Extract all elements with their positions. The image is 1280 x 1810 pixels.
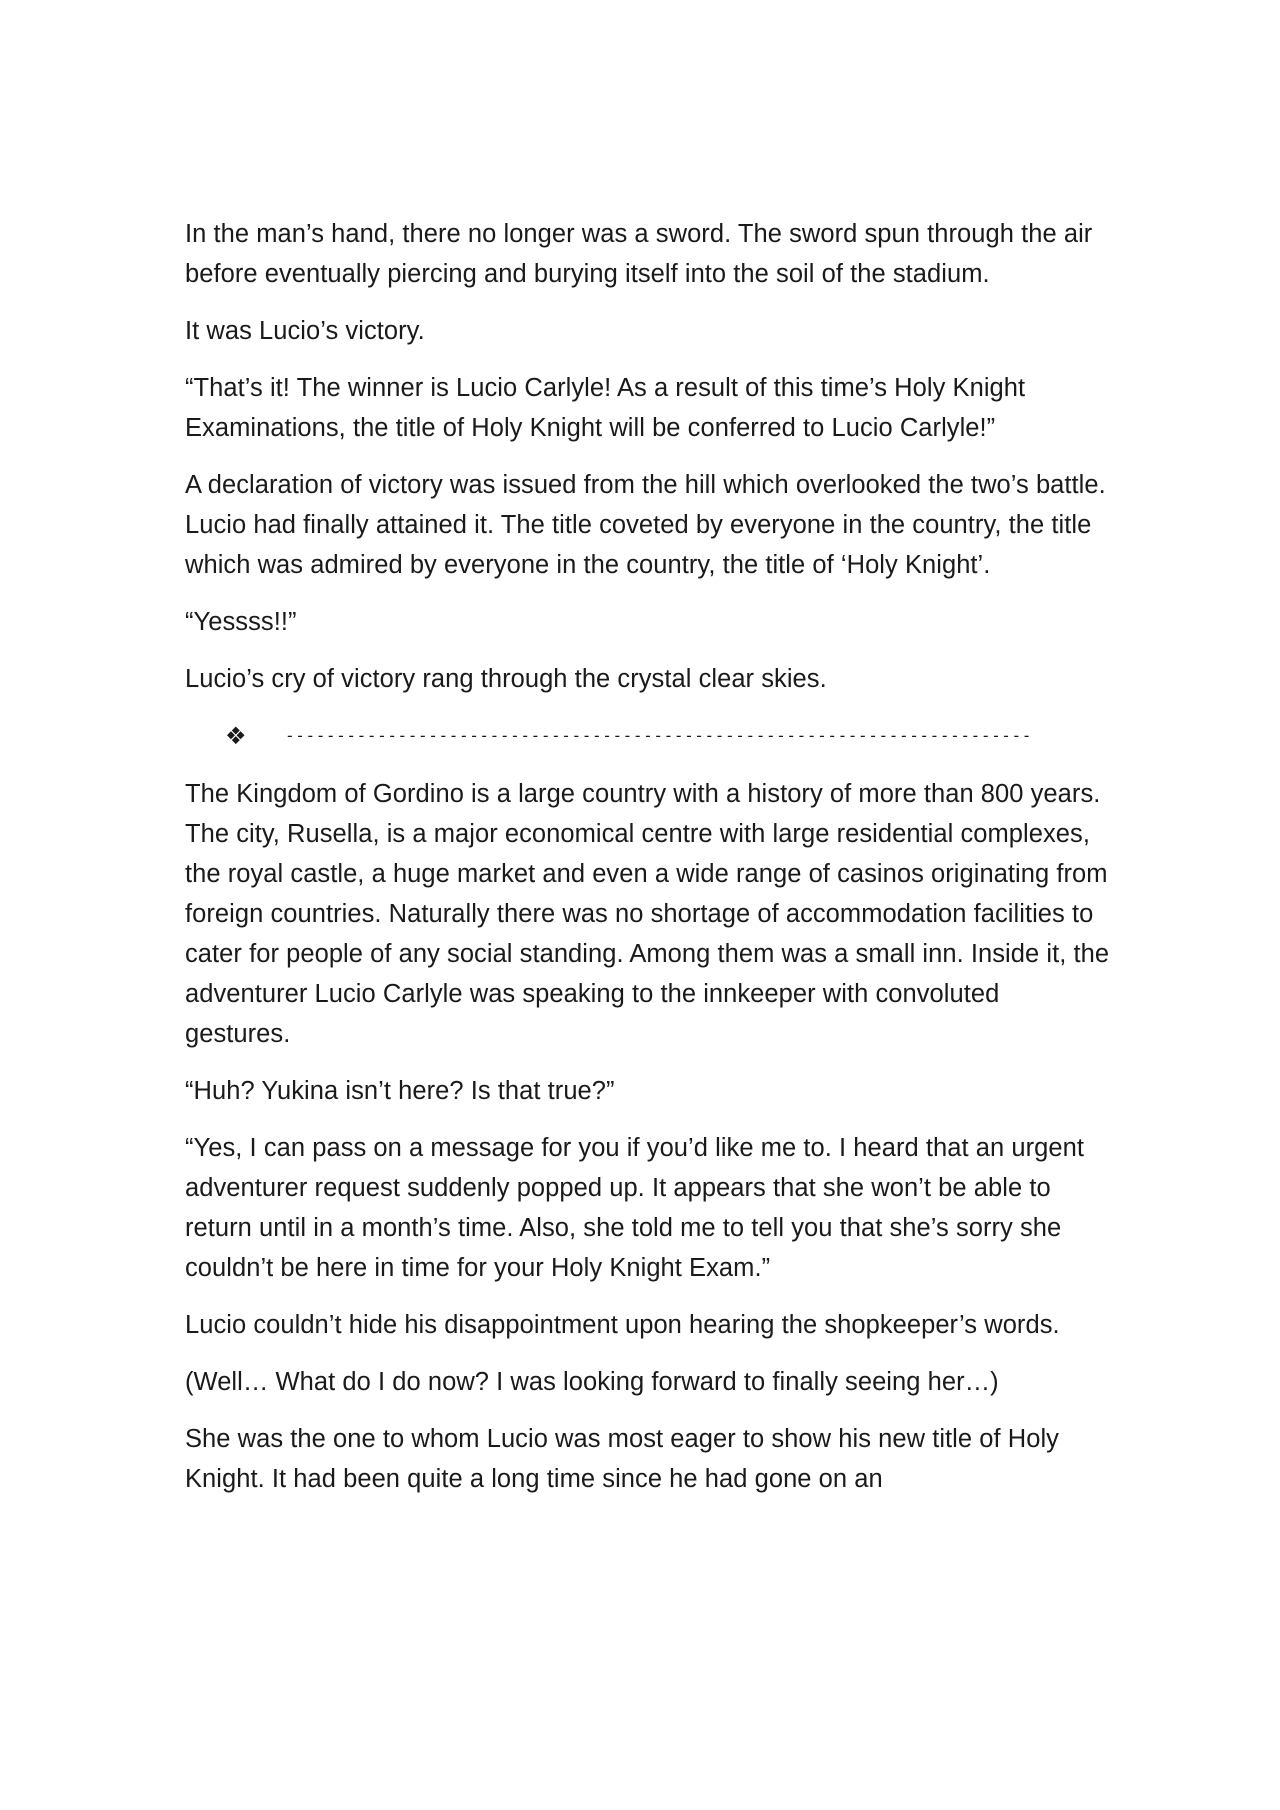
separator-dashes: -------------------------------------------------------------------------	[285, 726, 1032, 745]
four-diamond-icon: ❖	[225, 722, 247, 750]
paragraph-yessss: “Yessss!!”	[185, 608, 297, 636]
paragraph-winner-announcement: “That’s it! The winner is Lucio Carlyle! As a result of this time’s Holy Knight Examinations, the title of Holy Knight will be conferred to Lucio Carlyle!”	[185, 374, 1026, 442]
paragraph-lucio-victory: It was Lucio’s victory.	[185, 317, 425, 345]
paragraph-declaration: A declaration of victory was issued from the hill which overlooked the two’s battle. Lucio had finally attained it. The title coveted by everyone in the country, the title which was admired by everyone in the country, the title of ‘Holy Knight’.	[185, 471, 1106, 579]
paragraph-yukina-question: “Huh? Yukina isn’t here? Is that true?”	[185, 1077, 615, 1105]
paragraph-sword-spun: In the man’s hand, there no longer was a sword. The sword spun through the air before eventually piercing and burying itself into the soil of the stadium.	[185, 220, 1093, 288]
paragraph-cry-of-victory: Lucio’s cry of victory rang through the crystal clear skies.	[185, 665, 827, 693]
paragraph-innkeeper-message: “Yes, I can pass on a message for you if you’d like me to. I heard that an urgent adventurer request suddenly popped up. It appears that she won’t be able to return until in a month’s time. Also, she told me to tell you that she’s sorry she couldn’t be here in time for your Holy Knight Exam.”	[185, 1134, 1084, 1282]
document-body	[185, 214, 1110, 1516]
section-separator	[225, 716, 1110, 756]
paragraph-kingdom-of-gordino: The Kingdom of Gordino is a large country with a history of more than 800 years. The city, Rusella, is a major economical centre with large residential complexes, the royal castle, a huge market and even a wide range of casinos originating from foreign countries. Naturally there was no shortage of accommodation facilities to cater for people of any social standing. Among them was a small inn. Inside it, the adventurer Lucio Carlyle was speaking to the innkeeper with convoluted gestures.	[185, 780, 1110, 1048]
paragraph-inner-thought: (Well… What do I do now? I was looking forward to finally seeing her…)	[185, 1368, 999, 1396]
paragraph-disappointment: Lucio couldn’t hide his disappointment upon hearing the shopkeeper’s words.	[185, 1311, 1060, 1339]
paragraph-eager-to-show: She was the one to whom Lucio was most eager to show his new title of Holy Knight. It had been quite a long time since he had gone on an	[185, 1425, 1059, 1493]
